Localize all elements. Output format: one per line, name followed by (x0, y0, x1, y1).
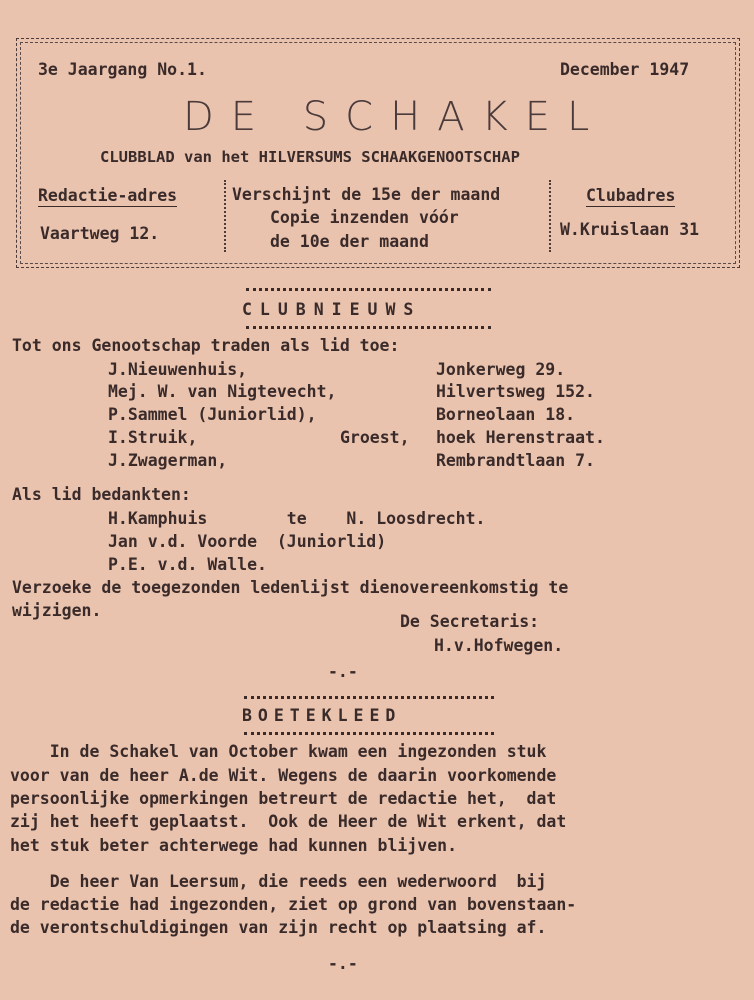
member-name: I.Struik, (108, 428, 198, 447)
section-heading-boetekleed: BOETEKLEED (242, 706, 402, 725)
member-list-note: Verzoeke de toegezonden ledenlijst dienovereenkomstig te (12, 578, 569, 597)
club-address: W.Kruislaan 31 (560, 220, 700, 239)
issue-date: December 1947 (560, 60, 690, 79)
leaver-entry: H.Kamphuis te N. Loosdrecht. (108, 509, 486, 528)
column-divider-left (224, 180, 226, 252)
redactie-address: Vaartweg 12. (40, 224, 160, 243)
leaver-entry: Jan v.d. Voorde (Juniorlid) (108, 532, 387, 551)
column-divider-right (549, 180, 551, 252)
leaver-entry: P.E. v.d. Walle. (108, 555, 267, 574)
masthead-subtitle: CLUBBLAD van het HILVERSUMS SCHAAKGENOOTSCHAP (100, 148, 520, 166)
member-address: Jonkerweg 29. (436, 360, 566, 379)
redactie-label: Redactie-adres (38, 186, 178, 205)
issue-number: 3e Jaargang No.1. (38, 60, 207, 79)
heading-dots-top (246, 288, 491, 291)
section-separator: -.- (328, 954, 358, 973)
member-name: Mej. W. van Nigtevecht, (108, 382, 337, 401)
masthead-title: DE SCHAKEL (183, 94, 607, 140)
member-name: J.Nieuwenhuis, (108, 360, 248, 379)
member-name: J.Zwagerman, (108, 451, 228, 470)
member-address: Borneolaan 18. (436, 405, 576, 424)
heading-dots-bottom (246, 326, 491, 329)
paragraph-line: persoonlijke opmerkingen betreurt de redactie het, dat (10, 789, 557, 808)
member-address: hoek Herenstraat. (436, 428, 605, 447)
paragraph-line: In de Schakel van October kwam een ingezonden stuk (10, 742, 547, 761)
club-label: Clubadres (586, 186, 676, 205)
section-separator: -.- (328, 662, 358, 681)
paragraph-line: zij het heeft geplaatst. Ook de Heer de Wit erkent, dat (10, 812, 567, 831)
member-address: Hilvertsweg 152. (436, 382, 595, 401)
paragraph-line: De heer Van Leersum, die reeds een wederwoord bij (10, 872, 547, 891)
heading-dots-top (244, 696, 494, 699)
paragraph-line: voor van de heer A.de Wit. Wegens de daarin voorkomende (10, 766, 557, 785)
paragraph-line: de verontschuldigingen van zijn recht op plaatsing af. (10, 918, 547, 937)
signature-title: De Secretaris: (400, 612, 540, 631)
paragraph-line: de redactie had ingezonden, ziet op grond van bovenstaan- (10, 895, 577, 914)
publication-schedule: Verschijnt de 15e der maand (232, 185, 501, 204)
leavers-intro: Als lid bedankten: (12, 485, 191, 504)
signature-name: H.v.Hofwegen. (434, 636, 564, 655)
member-name: P.Sammel (Juniorlid), (108, 405, 317, 424)
paragraph-line: het stuk beter achterwege had kunnen blijven. (10, 836, 458, 855)
copy-deadline-date: de 10e der maand (270, 232, 429, 251)
member-list-note-end: wijzigen. (12, 601, 102, 620)
copy-deadline: Copie inzenden vóór (270, 208, 459, 227)
section-heading-clubnieuws: CLUBNIEUWS (242, 300, 422, 319)
new-members-intro: Tot ons Genootschap traden als lid toe: (12, 336, 400, 355)
member-place: Groest, (340, 428, 410, 447)
heading-dots-bottom (244, 732, 494, 735)
member-address: Rembrandtlaan 7. (436, 451, 595, 470)
